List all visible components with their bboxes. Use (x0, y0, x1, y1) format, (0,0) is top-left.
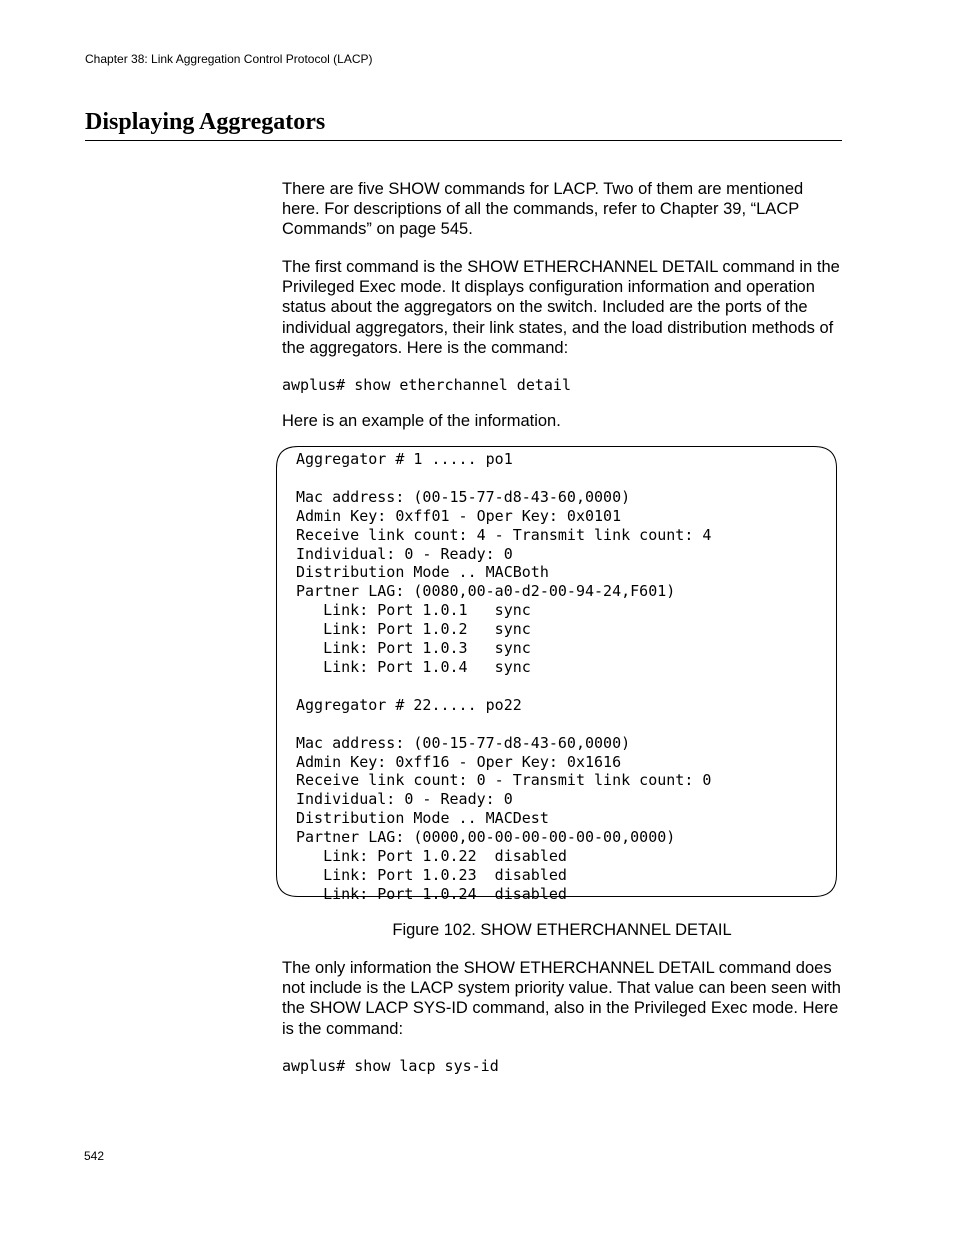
sys-id-paragraph: The only information the SHOW ETHERCHANNEL DETAIL command does not include is the LACP system priority value. That value can been seen with the SHOW LACP SYS-ID command, also in the Privileged Exec mode. Here is the command: (282, 959, 841, 1038)
command-output-text: Aggregator # 1 ..... po1 Mac address: (00-15-77-d8-43-60,0000) Admin Key: 0xff01 - Oper Key: 0x0101 Receive link count: 4 - Transmit link count: 4 Individual: 0 - Ready: 0 Distribution Mode .. MACBoth Partner LAG: (0080,00-a0-d2-00-94-24,F601) Link: Port 1.0.1 sync Link: Port 1.0.2 sync Link: Port 1.0.3 sync Link: Port 1.0.4 sync Aggregator # 22..... po22 Mac address: (00-15-77-d8-43-60,0000) Admin Key: 0xff16 - Oper Key: 0x1616 Receive link count: 0 - Transmit link count: 0 Individual: 0 - Ready: 0 Distribution Mode .. MACDest Partner LAG: (0000,00-00-00-00-00-00,0000) Link: Port 1.0.22 disabled Link: Port 1.0.23 disabled Link: Port 1.0.24 disabled (296, 450, 712, 903)
section-title: Displaying Aggregators (85, 109, 326, 135)
running-header: Chapter 38: Link Aggregation Control Protocol (LACP) (85, 52, 373, 66)
example-intro-paragraph: Here is an example of the information. (282, 412, 561, 430)
page-number: 542 (84, 1149, 105, 1163)
command-output-figure (276, 446, 837, 903)
command-show-etherchannel: awplus# show etherchannel detail (282, 376, 571, 394)
figure-caption: Figure 102. SHOW ETHERCHANNEL DETAIL (392, 921, 732, 939)
command-show-lacp-sys-id: awplus# show lacp sys-id (282, 1057, 499, 1075)
etherchannel-paragraph: The first command is the SHOW ETHERCHANNEL DETAIL command in the Privileged Exec mode. It displays configuration information and operation status about the aggregators on the switch. Included are the ports of the individual aggregators, their link states, and the load distribution methods of the aggregators. Here is the command: (282, 258, 840, 357)
title-rule (85, 140, 842, 141)
intro-paragraph: There are five SHOW commands for LACP. Two of them are mentioned here. For descriptions of all the commands, refer to Chapter 39, “LACP Commands” on page 545. (282, 180, 804, 239)
